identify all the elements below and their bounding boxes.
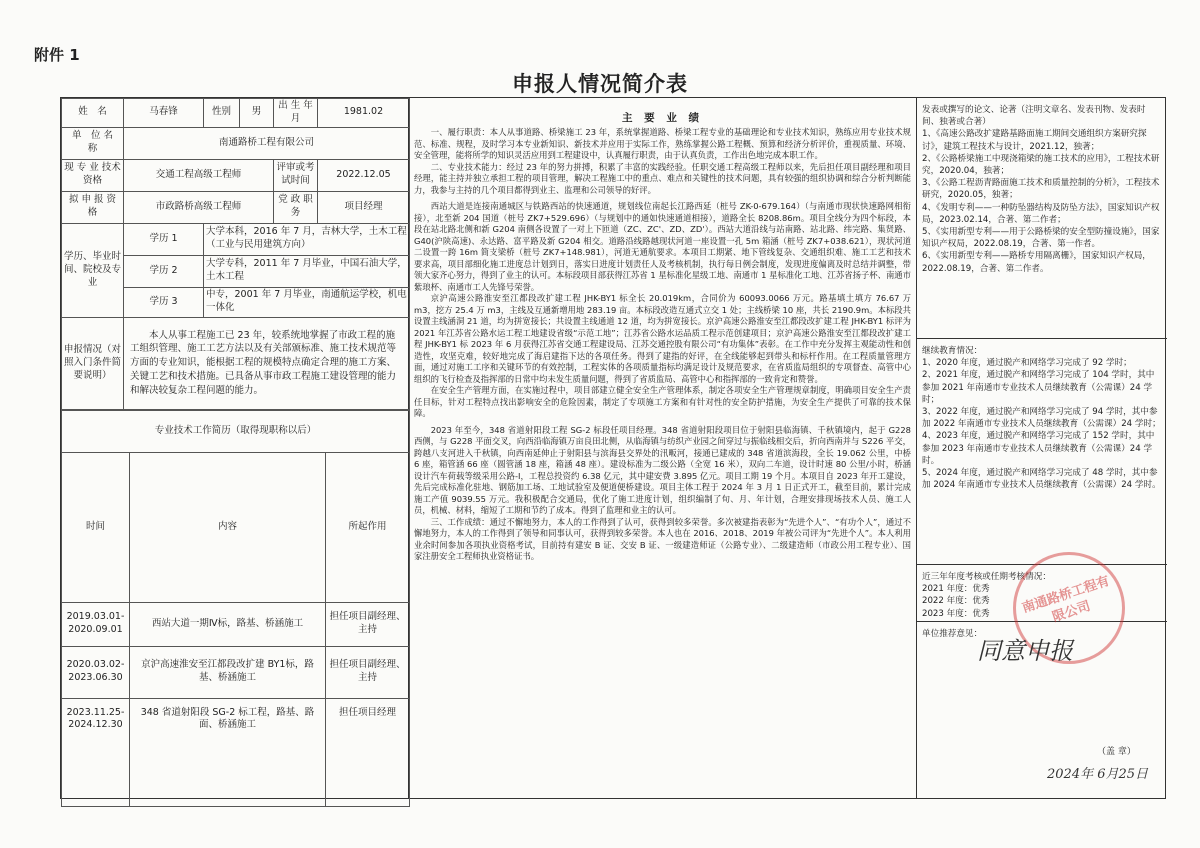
unit-label: 单 位 名 称 bbox=[62, 127, 124, 159]
list-item: 1、《高速公路改扩建路基路面施工期间交通组织方案研究探讨》，建筑工程技术与设计，2021.12，独著； bbox=[922, 129, 1147, 152]
review-time-label: 评审或考试时间 bbox=[274, 159, 318, 191]
seal-label: （盖 章） bbox=[1097, 747, 1136, 757]
resume-table bbox=[61, 410, 410, 807]
list-item: 2022 年度：优秀 bbox=[922, 596, 990, 607]
achievement-paragraph: 2023 年至今，348 省道射阳段工程 SG-2 标段任项目经理。348 省道射阳段项目位于射阳县临海镇、千秋镇境内，起于 G228 西侧，与 G228 平面交叉，向西沿临海镇万亩良田北侧，从临海镇与纺织产业园之间穿过与振临线相交后，折向西南并与 S226 平交，跨越八支河进入千秋镇，向西南延伸止于射阳县与滨海县交界处的汛畈河，接通已建成的 348 省道滨海段，全长 19.062 公里，中桥 6 座，箱管涵 66 座（圆管涵 18 座，箱涵 48 座）。建设标准为二级公路（全宽 16 米），双向二车道，设计时速 80 公里/小时，桥涵设计汽车荷载等级采用公路-I，工程总投资约 6.38 亿元，其中建安费 3.895 亿元。项目工期 19 个月。本项目自 2023 年开工建设，先后完成标准化驻地、钢筋加工场、工地试验室及便道便桥建设。项目主体工程于 2024 年 3 月 1 日正式开工，截至目前，累计完成施工产值 9039.55 万元。我积极配合交通局，优化了施工进度计划，组织编制了旬、月、年计划，合理安排现场技术人员、施工人员，机械、材料，缩短了工期和节约了成本。得到了监理和业主的认可。 bbox=[414, 424, 911, 515]
form-frame bbox=[60, 97, 1166, 799]
achievements-heading: 主 要 业 绩 bbox=[622, 112, 703, 124]
resume-role: 担任项目副经理、主持 bbox=[326, 602, 410, 646]
achievements-column bbox=[409, 98, 917, 798]
resume-time: 2019.03.01-2020.09.01 bbox=[62, 602, 130, 646]
page-title: 申报人情况简介表 bbox=[512, 72, 688, 96]
achievement-paragraph: 京沪高速公路淮安至江都段改扩建工程 JHK-BY1 标全长 20.019km，合同价为 60093.0066 万元。路基填土填方 76.67 万 m3，挖方 25.4 万 m3，主线及互通新增用地 283.19 亩。本标段改造互通式立交 1 处；主线桥梁 10 座，共长 2190.9m。本标段共设置主线涵洞 21 道，均为拼宽接长；共设置主线通道 12 道，均为拼宽接长。京沪高速公路淮安至江都段改扩建工程 JHK-BY1 标评为 2021 年江苏省公路水运工程工地建设省级“示范工地”；江苏省公路水运品质工程示范创建项目；京沪高速公路淮安至江都段改扩建工程 JHK-BY1 标 2023 年 6 月获得江苏省交通工程建设局、江苏交通控股有限公司“有功集体”表彰。在工作中充分发挥主观能动性和创造性，攻坚克难，较好地完成了海启建指下达的各项任务。得到了建指的好评，在全线能够起到带头和标杆作用。在工程质量管理方面，通过对施工工序和关键环节的有效控制，工程实体的各项质量指标均满足设计及规范要求，在省质监局组织的专项督查、高管中心组织的飞行检查及指挥部的日常中均未发生质量问题，得到了省质监局、高管中心和指挥部的一致肯定和赞誉。 bbox=[414, 293, 911, 384]
achievement-paragraph: 西站大道是连接南通城区与铁路西站的快速通道，规划线位南起长江路西延（桩号 ZK-0-679.164）（与南通市现状快速路网相衔接），北至新 204 国道（桩号 ZK7+529.696）（与规划中的通如快速通道相接），道路全长 8208.86m。项目全线分为四个标段，本段在站北路北侧和新 G204 南侧各设置了一对上下匝道（ZC、ZC'、ZD、ZD'）。西站大道沿线与站南路、站北路、纬完路、集贤路、G40(沪陕高速)、永达路、富平路及新 G204 相交。道路沿线路越现状河道一座设置一孔 5m 箱涵（桩号 ZK7+038.621），现状河道二设置一跨 16m 简支梁桥（桩号 ZK7+148.981），河道无通航要求。本项目工期紧、地下管线复杂、交通组织难、施工工艺和技术要求高，项目部细化施工进度总计划到日，落实日进度计划责任人及考核机制，执行每日例会制度，发现进度偏离及时总结并调整，带领大家齐心努力，得到了业主的认可。本标段项目部获得江苏省 1 星标准化星级工地、南通市 1 星标准化工地、江苏省扬子杯、南通市紫琅杯、南通市工人先锋号荣誉。 bbox=[414, 201, 911, 292]
gender-value: 男 bbox=[240, 99, 274, 128]
resume-section-title: 专业技术工作简历（取得现职称以后） bbox=[62, 410, 410, 452]
attachment-label: 附件 1 bbox=[34, 46, 80, 64]
resume-role: 担任项目副经理、主持 bbox=[326, 646, 410, 698]
resume-content: 348 省道射阳段 SG-2 标工程，路基、路面、桥涵施工 bbox=[130, 698, 326, 806]
list-item: 4、2023 年度，通过脱产和网络学习完成了 152 学时，其中参加 2023 年南通市专业技术人员继续教育（公需课）24 学时。 bbox=[922, 431, 1155, 466]
proposed-title-value: 市政路桥高级工程师 bbox=[124, 191, 274, 223]
list-item: 4、《发明专利——一种防坠器结构及防坠方法》，国家知识产权局，2023.02.14，合著、第二作者； bbox=[922, 202, 1160, 225]
education-1-label: 学历 1 bbox=[124, 223, 204, 255]
resume-col-content: 内容 bbox=[130, 452, 326, 602]
achievement-paragraph: 二、专业技术能力：经过 23 年的努力拼搏，积累了丰富的实践经验。任职交通工程高级工程师以来，先后担任项目副经理和项目经理，能主持并独立承担工程的项目管理，解决工程施工中的重点、难点和关键性的技术问题，具有较强的组织协调和综合分析判断能力，我参与主持的几个项目都得到业主、监理和公司领导的好评。 bbox=[414, 161, 911, 195]
basic-info-table bbox=[61, 98, 410, 410]
unit-value: 南通路桥工程有限公司 bbox=[124, 127, 410, 159]
achievement-paragraph: 在安全生产管理方面，在实施过程中，项目部建立健全安全生产管理体系，制定各项安全生产管理规章制度，明确项目安全生产责任目标，针对工程特点找出影响安全的危险因素，制定了专项施工方案和有针对性的安全防护措施，为安全生产提供了可靠的技术保障。 bbox=[414, 385, 911, 418]
list-item: 2023 年度：优秀 bbox=[922, 608, 990, 619]
current-title-value: 交通工程高级工程师 bbox=[124, 159, 274, 191]
name-value: 马春锋 bbox=[124, 99, 204, 128]
apply-text: 本人从事工程施工已 23 年，较系统地掌握了市政工程的施工组织管理、施工工艺方法以及有关部颁标准、施工技术规范等方面的专业知识，能根据工程的规模特点确定合理的施工方案、关键工艺和技术措施。已具备从事市政工程施工建设管理的能力和解决较复杂工程问题的能力。 bbox=[124, 317, 410, 409]
education-2-value: 大学专科，2011 年 7 月毕业，中国石油大学，土木工程 bbox=[204, 255, 410, 287]
table-row bbox=[62, 698, 410, 806]
list-item: 6、《实用新型专利——路桥专用隔离栅》，国家知识产权局，2022.08.19，合著、第二作者。 bbox=[922, 251, 1151, 274]
resume-col-role: 所起作用 bbox=[326, 452, 410, 602]
company-seal-text: 南通路桥工程有限公司 bbox=[1020, 573, 1112, 626]
resume-time: 2020.03.02-2023.06.30 bbox=[62, 646, 130, 698]
table-row bbox=[62, 646, 410, 698]
gender-label: 性别 bbox=[204, 99, 240, 128]
recommend-signature: 同意申报 bbox=[977, 637, 1073, 665]
education-3-label: 学历 3 bbox=[124, 287, 204, 317]
review-time-value: 2022.12.05 bbox=[318, 159, 410, 191]
birth-label: 出 生 年 月 bbox=[274, 99, 318, 128]
name-label: 姓 名 bbox=[62, 99, 124, 128]
proposed-title-label: 拟 申 报 资 格 bbox=[62, 191, 124, 223]
education-3-value: 中专，2001 年 7 月毕业，南通航运学校，机电一体化 bbox=[204, 287, 410, 317]
recommend-heading: 单位推荐意见： bbox=[922, 629, 983, 639]
party-post-value: 项目经理 bbox=[318, 191, 410, 223]
signature-date: 2024年 6月25日 bbox=[1047, 767, 1149, 782]
list-item: 2、2021 年度，通过脱产和网络学习完成了 104 学时，其中参加 2021 年南通市专业技术人员继续教育（公需课）24 学时； bbox=[922, 370, 1155, 405]
list-item: 2021 年度：优秀 bbox=[922, 584, 990, 595]
resume-content: 西站大道一期Ⅳ标，路基、桥涵施工 bbox=[130, 602, 326, 646]
apply-label: 申报情况（对照入门条件简要说明） bbox=[62, 317, 124, 409]
table-row bbox=[62, 602, 410, 646]
current-title-label: 现 专 业 技术资格 bbox=[62, 159, 124, 191]
birth-value: 1981.02 bbox=[318, 99, 410, 128]
achievement-paragraph: 三、工作成绩：通过不懈地努力，本人的工作得到了认可，获得到较多荣誉。多次被建指表彰为“先进个人”、“有功个人”，通过不懈地努力，本人的工作得到了领导和同事认可，获得到较多荣誉。本人也在 2016、2018、2019 年被公司评为“先进个人”。本人利用业余时间参加各项执业资格考试，目前持有建安 B 证、交安 B 证、一级建造师证（公路专业）、二级建造师（市政公用工程专业）、国家注册安全工程师执业资格证书。 bbox=[414, 516, 911, 561]
side-info-column bbox=[917, 98, 1167, 798]
party-post-label: 党 政 职 务 bbox=[274, 191, 318, 223]
achievement-paragraph: 一、履行职责：本人从事道路、桥梁施工 23 年，系统掌握道路、桥梁工程专业的基础理论和专业技术知识，熟练应用专业技术规范、标准、规程，及时学习本专业新知识、新技术并应用于实际工作，熟练掌握公路工程概、预算和经济分析评价，重视质量、环境、安全管理，能将所学的知识灵活应用到工程建设中，认真履行职责，由于认真负责，工作出色地完成本职工作。 bbox=[414, 127, 911, 160]
papers-section bbox=[917, 98, 1167, 339]
resume-time: 2023.11.25-2024.12.30 bbox=[62, 698, 130, 806]
list-item: 5、2024 年度，通过脱产和网络学习完成了 48 学时，其中参加 2024 年南通市专业技术人员继续教育（公需课）24 学时。 bbox=[922, 468, 1161, 491]
education-1-value: 大学本科，2016 年 7 月，吉林大学，土木工程（工业与民用建筑方向） bbox=[204, 223, 410, 255]
assessment-heading: 近三年年度考核或任期考核情况： bbox=[922, 572, 1051, 582]
resume-role: 担任项目经理 bbox=[326, 698, 410, 806]
list-item: 3、2022 年度，通过脱产和网络学习完成了 94 学时，其中参加 2022 年南通市专业技术人员继续教育（公需课）24 学时； bbox=[922, 407, 1161, 430]
list-item: 3、《公路工程沥青路面施工技术和质量控制的分析》，工程技术研究，2020.05，独著； bbox=[922, 178, 1160, 201]
list-item: 2、《公路桥梁施工中现浇箱梁的施工技术的应用》，工程技术研究，2020.04，独著； bbox=[922, 153, 1160, 177]
education-2-label: 学历 2 bbox=[124, 255, 204, 287]
papers-heading: 发表或撰写的论文、论著（注明文章名、发表刊物、发表时间、独著或合著） bbox=[922, 105, 1146, 128]
achievements-body bbox=[409, 127, 916, 563]
list-item: 1、2020 年度，通过脱产和网络学习完成了 92 学时； bbox=[922, 358, 1132, 369]
continuing-education-section bbox=[917, 339, 1167, 565]
list-item: 5、《实用新型专利——用于公路桥梁的安全型防撞设施》，国家知识产权局，2022.08.19，合著、第一作者。 bbox=[922, 227, 1160, 250]
education-label: 学历、毕业时间、院校及专业 bbox=[62, 223, 124, 317]
resume-content: 京沪高速淮安至江都段改扩建 BY1标，路基、桥涵施工 bbox=[130, 646, 326, 698]
continuing-education-heading: 继续教育情况： bbox=[922, 346, 983, 356]
basic-info-column bbox=[61, 98, 409, 798]
resume-col-time: 时间 bbox=[62, 452, 130, 602]
